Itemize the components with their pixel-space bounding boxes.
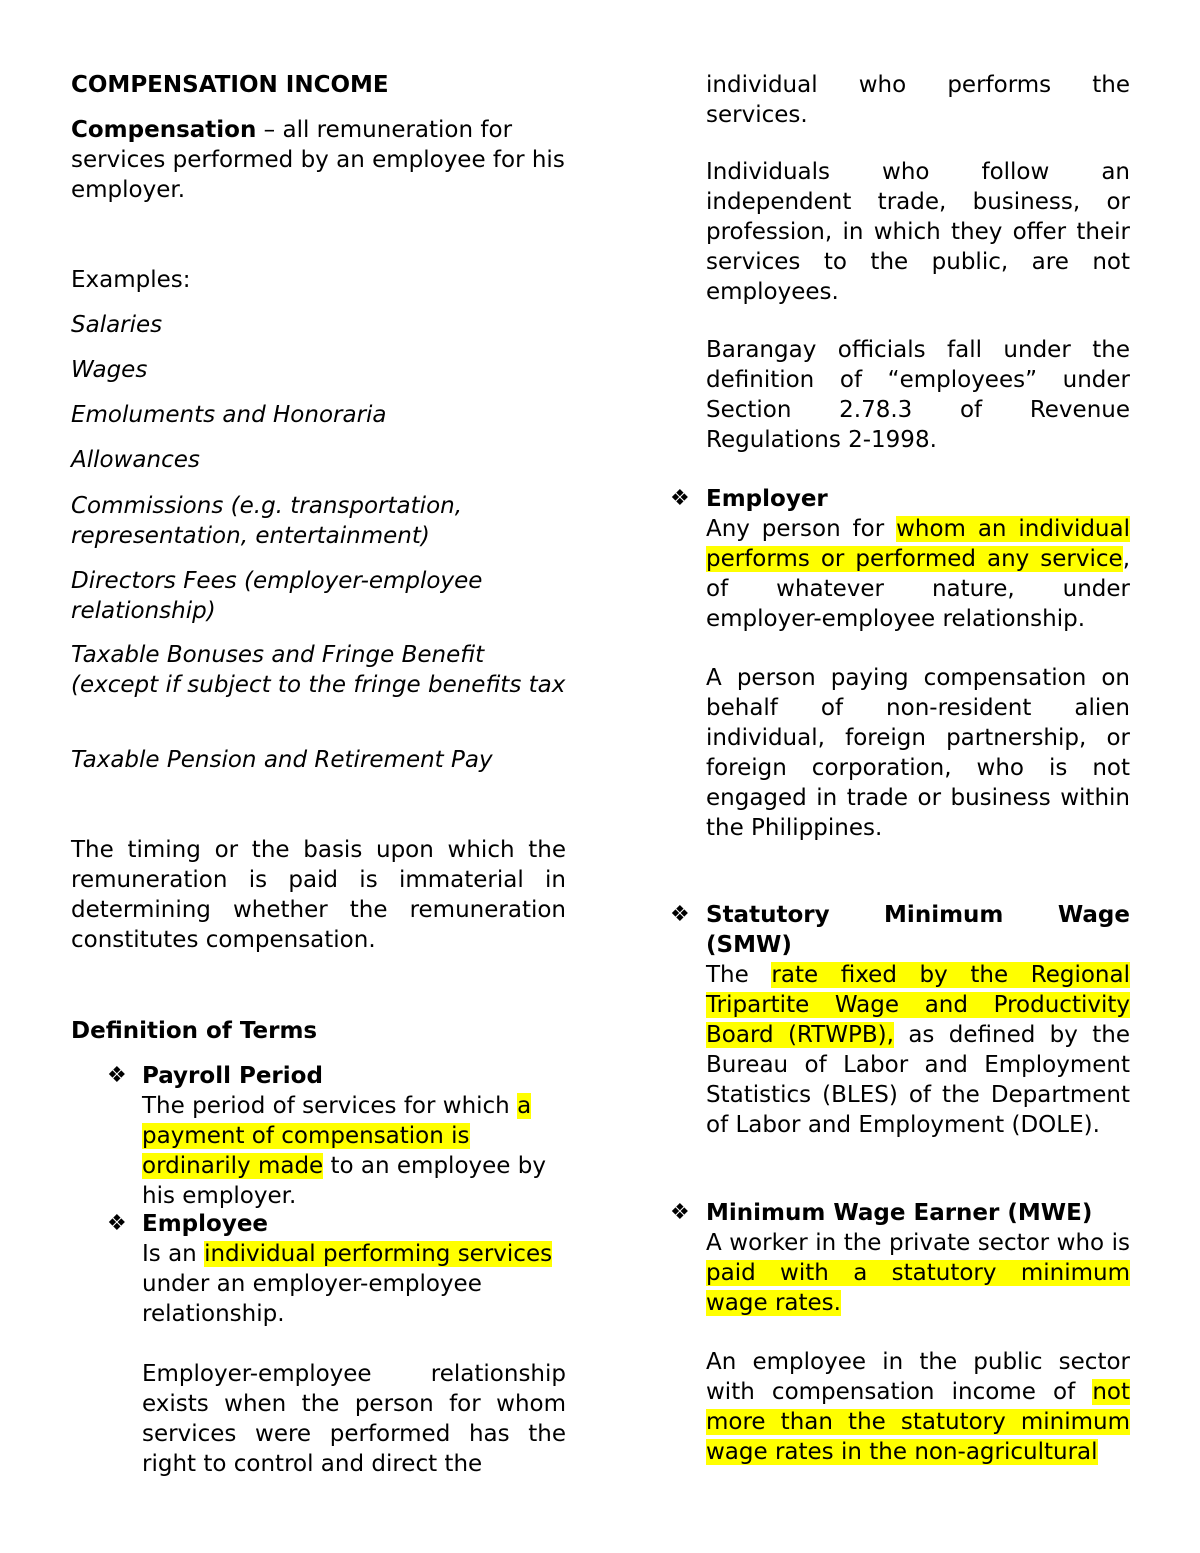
term-title: Payroll Period [142, 1063, 323, 1089]
term-description [706, 514, 1130, 634]
diamond-bullet-icon: ❖ [670, 1200, 690, 1225]
highlighted-text: whom an individual performs or performed any service [706, 516, 1130, 572]
highlighted-text: paid with a statutory minimum wage rates. [706, 1260, 1130, 1316]
diamond-bullet-icon: ❖ [670, 902, 690, 927]
example-item: Directors Fees (employer-employee relationship) [71, 568, 483, 624]
highlighted-text: rate fixed by the Regional Tripartite Wage and Productivity Board (RTWPB), [706, 962, 1130, 1048]
example-item: Taxable Bonuses and Fringe Benefit (except if subject to the fringe benefits tax [71, 642, 566, 698]
term-title: Employee [142, 1211, 269, 1237]
relationship-text: Employer-employee relationship exists when the person for whom services were performed has the right to control and direct the [142, 1361, 566, 1477]
independent-text: Individuals who follow an independent trade, business, or profession, in which they offer their services to the public, are not employees. [706, 159, 1130, 305]
example-item: Taxable Pension and Retirement Pay [71, 747, 493, 773]
diamond-bullet-icon: ❖ [107, 1211, 127, 1236]
compensation-definition [71, 115, 566, 205]
text: The [706, 962, 772, 988]
diamond-bullet-icon: ❖ [670, 486, 690, 511]
continuation-text: individual who performs the services. [706, 72, 1130, 128]
term-employer [706, 484, 1130, 843]
text: under an employer-employee relationship. [142, 1271, 482, 1327]
term-mwe [706, 1198, 1130, 1467]
example-item: Wages [71, 357, 148, 383]
example-item: Emoluments and Honoraria [71, 402, 387, 428]
term-smw [706, 900, 1130, 1140]
compensation-term: Compensation [71, 117, 257, 143]
example-item: Salaries [71, 312, 163, 338]
term-title: Minimum Wage Earner (MWE) [706, 1200, 1093, 1226]
highlighted-text: individual performing services [204, 1241, 553, 1267]
term-description [706, 1228, 1130, 1318]
term-title: Employer [706, 486, 828, 512]
term-description [706, 960, 1130, 1140]
text: Any person for [706, 516, 897, 542]
employer-second-text: A person paying compensation on behalf of non-resident alien individual, foreign partnership, or foreign corporation, who is not engaged in trade or business within the Philippines. [706, 665, 1130, 841]
page-heading: COMPENSATION INCOME [71, 72, 389, 98]
text: A worker in the private sector who is [706, 1230, 1130, 1256]
compensation-text: – all remuneration for services performed by an employee for his employer. [71, 117, 565, 203]
text: An employee in the public sector with compensation income of [706, 1349, 1130, 1405]
highlighted-text: a payment of compensation is ordinarily made [142, 1093, 532, 1179]
text: to an employee by his employer. [142, 1153, 546, 1209]
definitions-heading: Definition of Terms [71, 1018, 318, 1044]
examples-label: Examples: [71, 267, 191, 293]
term-description [142, 1239, 566, 1329]
example-item: Allowances [71, 447, 200, 473]
term-title: Statutory Minimum Wage (SMW) [706, 902, 1130, 958]
mwe-second-text [706, 1347, 1130, 1467]
text: , of whatever nature, under employer-employee relationship. [706, 546, 1130, 632]
text: The period of services for which [142, 1093, 518, 1119]
barangay-text: Barangay officials fall under the definition of “employees” under Section 2.78.3 of Revenue Regulations 2-1998. [706, 337, 1130, 453]
term-description [142, 1091, 566, 1211]
text: as defined by the Bureau of Labor and Employment Statistics (BLES) of the Department of Labor and Employment (DOLE). [706, 1022, 1130, 1138]
timing-note: The timing or the basis upon which the remuneration is paid is immaterial in determining whether the remuneration constitutes compensation. [71, 837, 566, 953]
text: Is an [142, 1241, 205, 1267]
diamond-bullet-icon: ❖ [107, 1063, 127, 1088]
highlighted-text: not more than the statutory minimum wage rates in the non-agricultural [706, 1379, 1130, 1465]
example-item: Commissions (e.g. transportation, representation, entertainment) [71, 493, 463, 549]
